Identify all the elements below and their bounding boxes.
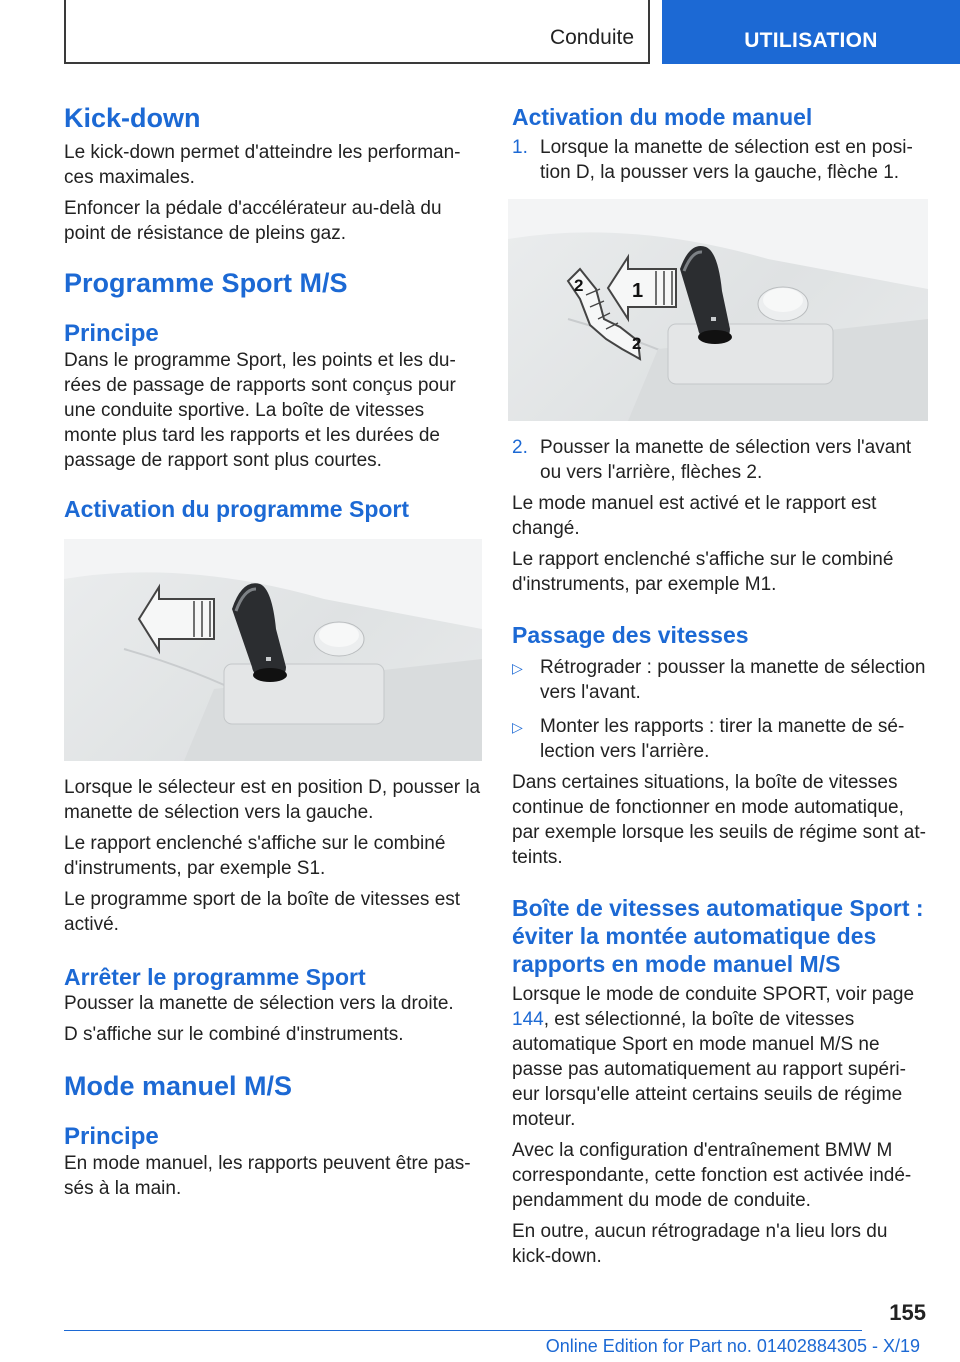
principle-paragraph-1: Dans le programme Sport, les points et les du-rées de passage de rapports sont conçus pour une conduite sportive. La boîte de vitesses monte plus tard les rapports et les durées de passage de rapport sont plus courtes.: [64, 350, 456, 471]
kickdown-paragraph-2: Enfoncer la pédale d'accélérateur au-delà du point de résistance de pleins gaz.: [64, 198, 442, 244]
figure-arrow-label-1: 1: [632, 280, 644, 302]
auto-sport-paragraph-1-end: , est sélectionné, la boîte de vitesses automatique Sport en mode manuel M/S ne passe pas automatiquement au rapport supéri-eur lorsqu'elle atteint certains seuils de régime moteur.: [512, 1009, 906, 1130]
gear-shifting-heading: Passage des vitesses: [512, 622, 749, 648]
right-column: [512, 100, 928, 1269]
bullet-text-downshift: Rétrograder : pousser la manette de sélection vers l'avant.: [540, 657, 926, 703]
header-section-tab: [64, 0, 650, 64]
header-chapter-label: UTILISATION: [744, 29, 878, 52]
footer-divider: [64, 1330, 862, 1331]
left-column: [64, 100, 482, 1201]
triangle-bullet-icon: ▷: [512, 660, 523, 676]
auto-sport-paragraph-3: En outre, aucun rétrogradage n'a lieu lors du kick-down.: [512, 1221, 888, 1267]
page-number: 155: [889, 1300, 926, 1325]
sport-activation-heading: Activation du programme Sport: [64, 496, 410, 522]
sport-activation-paragraph-2: Le rapport enclenché s'affiche sur le combiné d'instruments, par exemple S1.: [64, 833, 446, 879]
header-section-label: Conduite: [549, 26, 634, 49]
gear-shifting-paragraph: Dans certaines situations, la boîte de vitesses continue de fonctionner en mode automatique, par exemple lorsque les seuils de régime sont at-teints.: [512, 772, 926, 868]
auto-sport-paragraph-1: [512, 982, 928, 1132]
figure-arrow-label-2-top: 2: [574, 276, 584, 295]
auto-sport-heading: Boîte de vitesses automatique Sport : éviter la montée automatique des rapports en mode manuel M/S: [512, 895, 924, 977]
sport-activation-paragraph-3: Le programme sport de la boîte de vitesses est activé.: [64, 889, 461, 935]
step-1: [512, 135, 928, 185]
gear-selector-illustration-sport: [64, 539, 482, 761]
bullet-text-upshift: Monter les rapports : tirer la manette de sé-lection vers l'arrière.: [540, 716, 905, 762]
principle-heading-2: Principe: [64, 1123, 159, 1150]
step-2: [512, 435, 928, 485]
principle-heading-1: Principe: [64, 320, 159, 347]
step-1-text: Lorsque la manette de sélection est en posi-tion D, la pousser vers la gauche, flèche 1.: [540, 137, 913, 183]
sport-stop-paragraph-1: Pousser la manette de sélection vers la droite.: [64, 993, 454, 1014]
manual-paragraph-2: Le rapport enclenché s'affiche sur le combiné d'instruments, par exemple M1.: [512, 549, 894, 595]
bullet-item-upshift: [512, 714, 928, 764]
page-144-link[interactable]: 144: [512, 1009, 544, 1030]
sport-program-heading: Programme Sport M/S: [64, 268, 348, 298]
kickdown-heading: Kick-down: [64, 103, 201, 133]
principle-paragraph-2: En mode manuel, les rapports peuvent être pas-sés à la main.: [64, 1153, 471, 1199]
gear-selector-illustration-manual: [508, 199, 928, 421]
manual-activation-heading: Activation du mode manuel: [512, 104, 813, 130]
step-1-number: 1.: [512, 137, 528, 158]
triangle-bullet-icon: ▷: [512, 719, 523, 735]
sport-activation-paragraph-1: Lorsque le sélecteur est en position D, pousser la manette de sélection vers la gauche.: [64, 777, 481, 823]
auto-sport-paragraph-1-start: Lorsque le mode de conduite SPORT, voir page: [512, 984, 915, 1005]
sport-stop-paragraph-2: D s'affiche sur le combiné d'instruments.: [64, 1024, 404, 1045]
sport-stop-heading: Arrêter le programme Sport: [64, 964, 366, 990]
step-2-number: 2.: [512, 437, 528, 458]
figure-arrow-label-2-bottom: 2: [632, 334, 642, 353]
manual-paragraph-1: Le mode manuel est activé et le rapport est changé.: [512, 493, 877, 539]
auto-sport-paragraph-2: Avec la configuration d'entraînement BMW M correspondante, cette fonction est activée indé-pendamment du mode de conduite.: [512, 1140, 912, 1211]
step-2-text: Pousser la manette de sélection vers l'avant ou vers l'arrière, flèches 2.: [540, 437, 912, 483]
header-chapter-tab: [662, 0, 960, 64]
footer-edition: Online Edition for Part no. 01402884305 - X/19: [545, 1336, 920, 1356]
manual-mode-heading: Mode manuel M/S: [64, 1071, 293, 1101]
kickdown-paragraph-1: Le kick-down permet d'atteindre les performan-ces maximales.: [64, 142, 461, 188]
bullet-item-downshift: [512, 655, 928, 705]
